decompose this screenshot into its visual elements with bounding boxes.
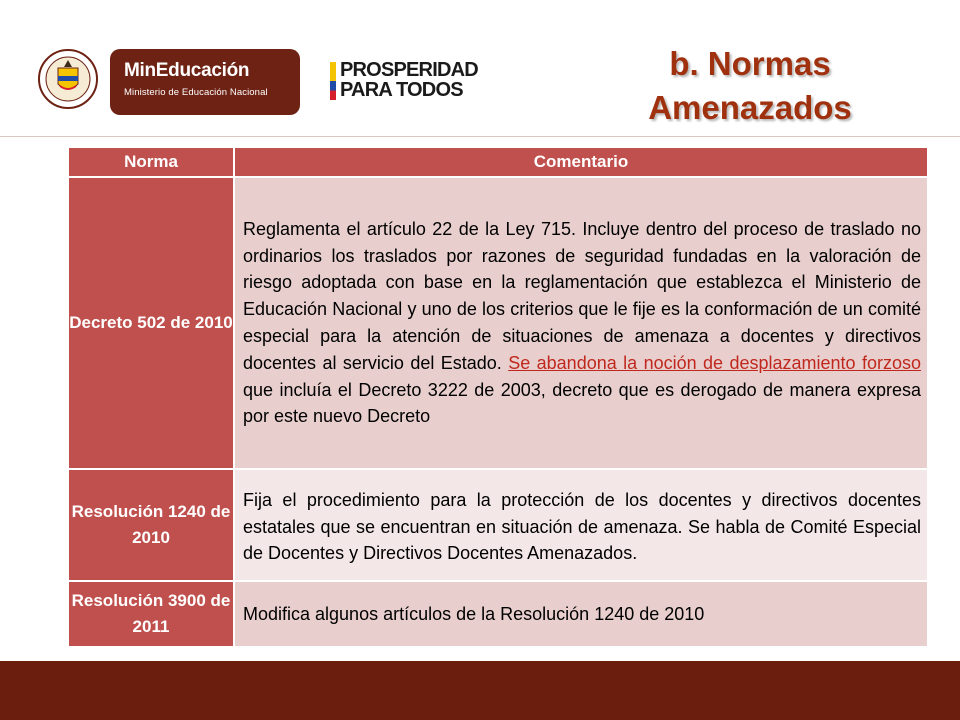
colombia-seal-icon [38,46,98,112]
table-row [69,580,927,646]
column-header-comentario: Comentario [235,148,927,176]
footer-bar [0,661,960,720]
norma-cell: Resolución 1240 de 2010 [69,468,235,580]
page-title [620,42,880,130]
prosperidad-logo [330,60,500,106]
mineducacion-subtitle: Ministerio de Educación Nacional [124,87,268,98]
comentario-text-after: que incluía el Decreto 3222 de 2003, decreto que es derogado de manera expresa por este nuevo Decreto [243,379,921,427]
table-row [69,468,927,580]
table-row [69,176,927,468]
slide-header [0,0,960,136]
mineducacion-title: MinEducación [124,60,250,81]
comentario-cell: Modifica algunos artículos de la Resolución 1240 de 2010 [235,580,927,646]
norma-cell: Decreto 502 de 2010 [69,176,235,468]
norma-cell: Resolución 3900 de 2011 [69,580,235,646]
title-line2: Amenazados [648,89,852,126]
header-divider [0,136,960,137]
prosperidad-text [340,60,478,100]
normas-table [69,148,927,646]
comentario-cell: Fija el procedimiento para la protección de los docentes y directivos docentes estatales que se encuentran en situación de amenaza. Se habla de Comité Especial de Docentes y Directivos Docentes Amenazados. [235,468,927,580]
column-header-norma: Norma [69,148,235,176]
comentario-text: Reglamenta el artículo 22 de la Ley 715. Incluye dentro del proceso de traslado no ordinarios los traslados por razones de seguridad fundadas en la valoración de riesgo adoptada con base en la reglamentación que establezca el Ministerio de Educación Nacional y uno de los criterios que le fije es la conformación de un comité especial para la atención de situaciones de amenaza a docentes y directivos docentes al servicio del Estado. [243,218,921,373]
flag-stripe-icon [330,62,336,100]
title-line1: b. Normas [669,45,831,82]
prosperidad-line2: PARA TODOS [340,79,463,101]
table-header-row [69,148,927,176]
mineducacion-logo [110,49,300,115]
comentario-link[interactable]: Se abandona la noción de desplazamiento forzoso [508,352,921,373]
comentario-cell [235,176,927,468]
prosperidad-line1: PROSPERIDAD [340,59,478,81]
